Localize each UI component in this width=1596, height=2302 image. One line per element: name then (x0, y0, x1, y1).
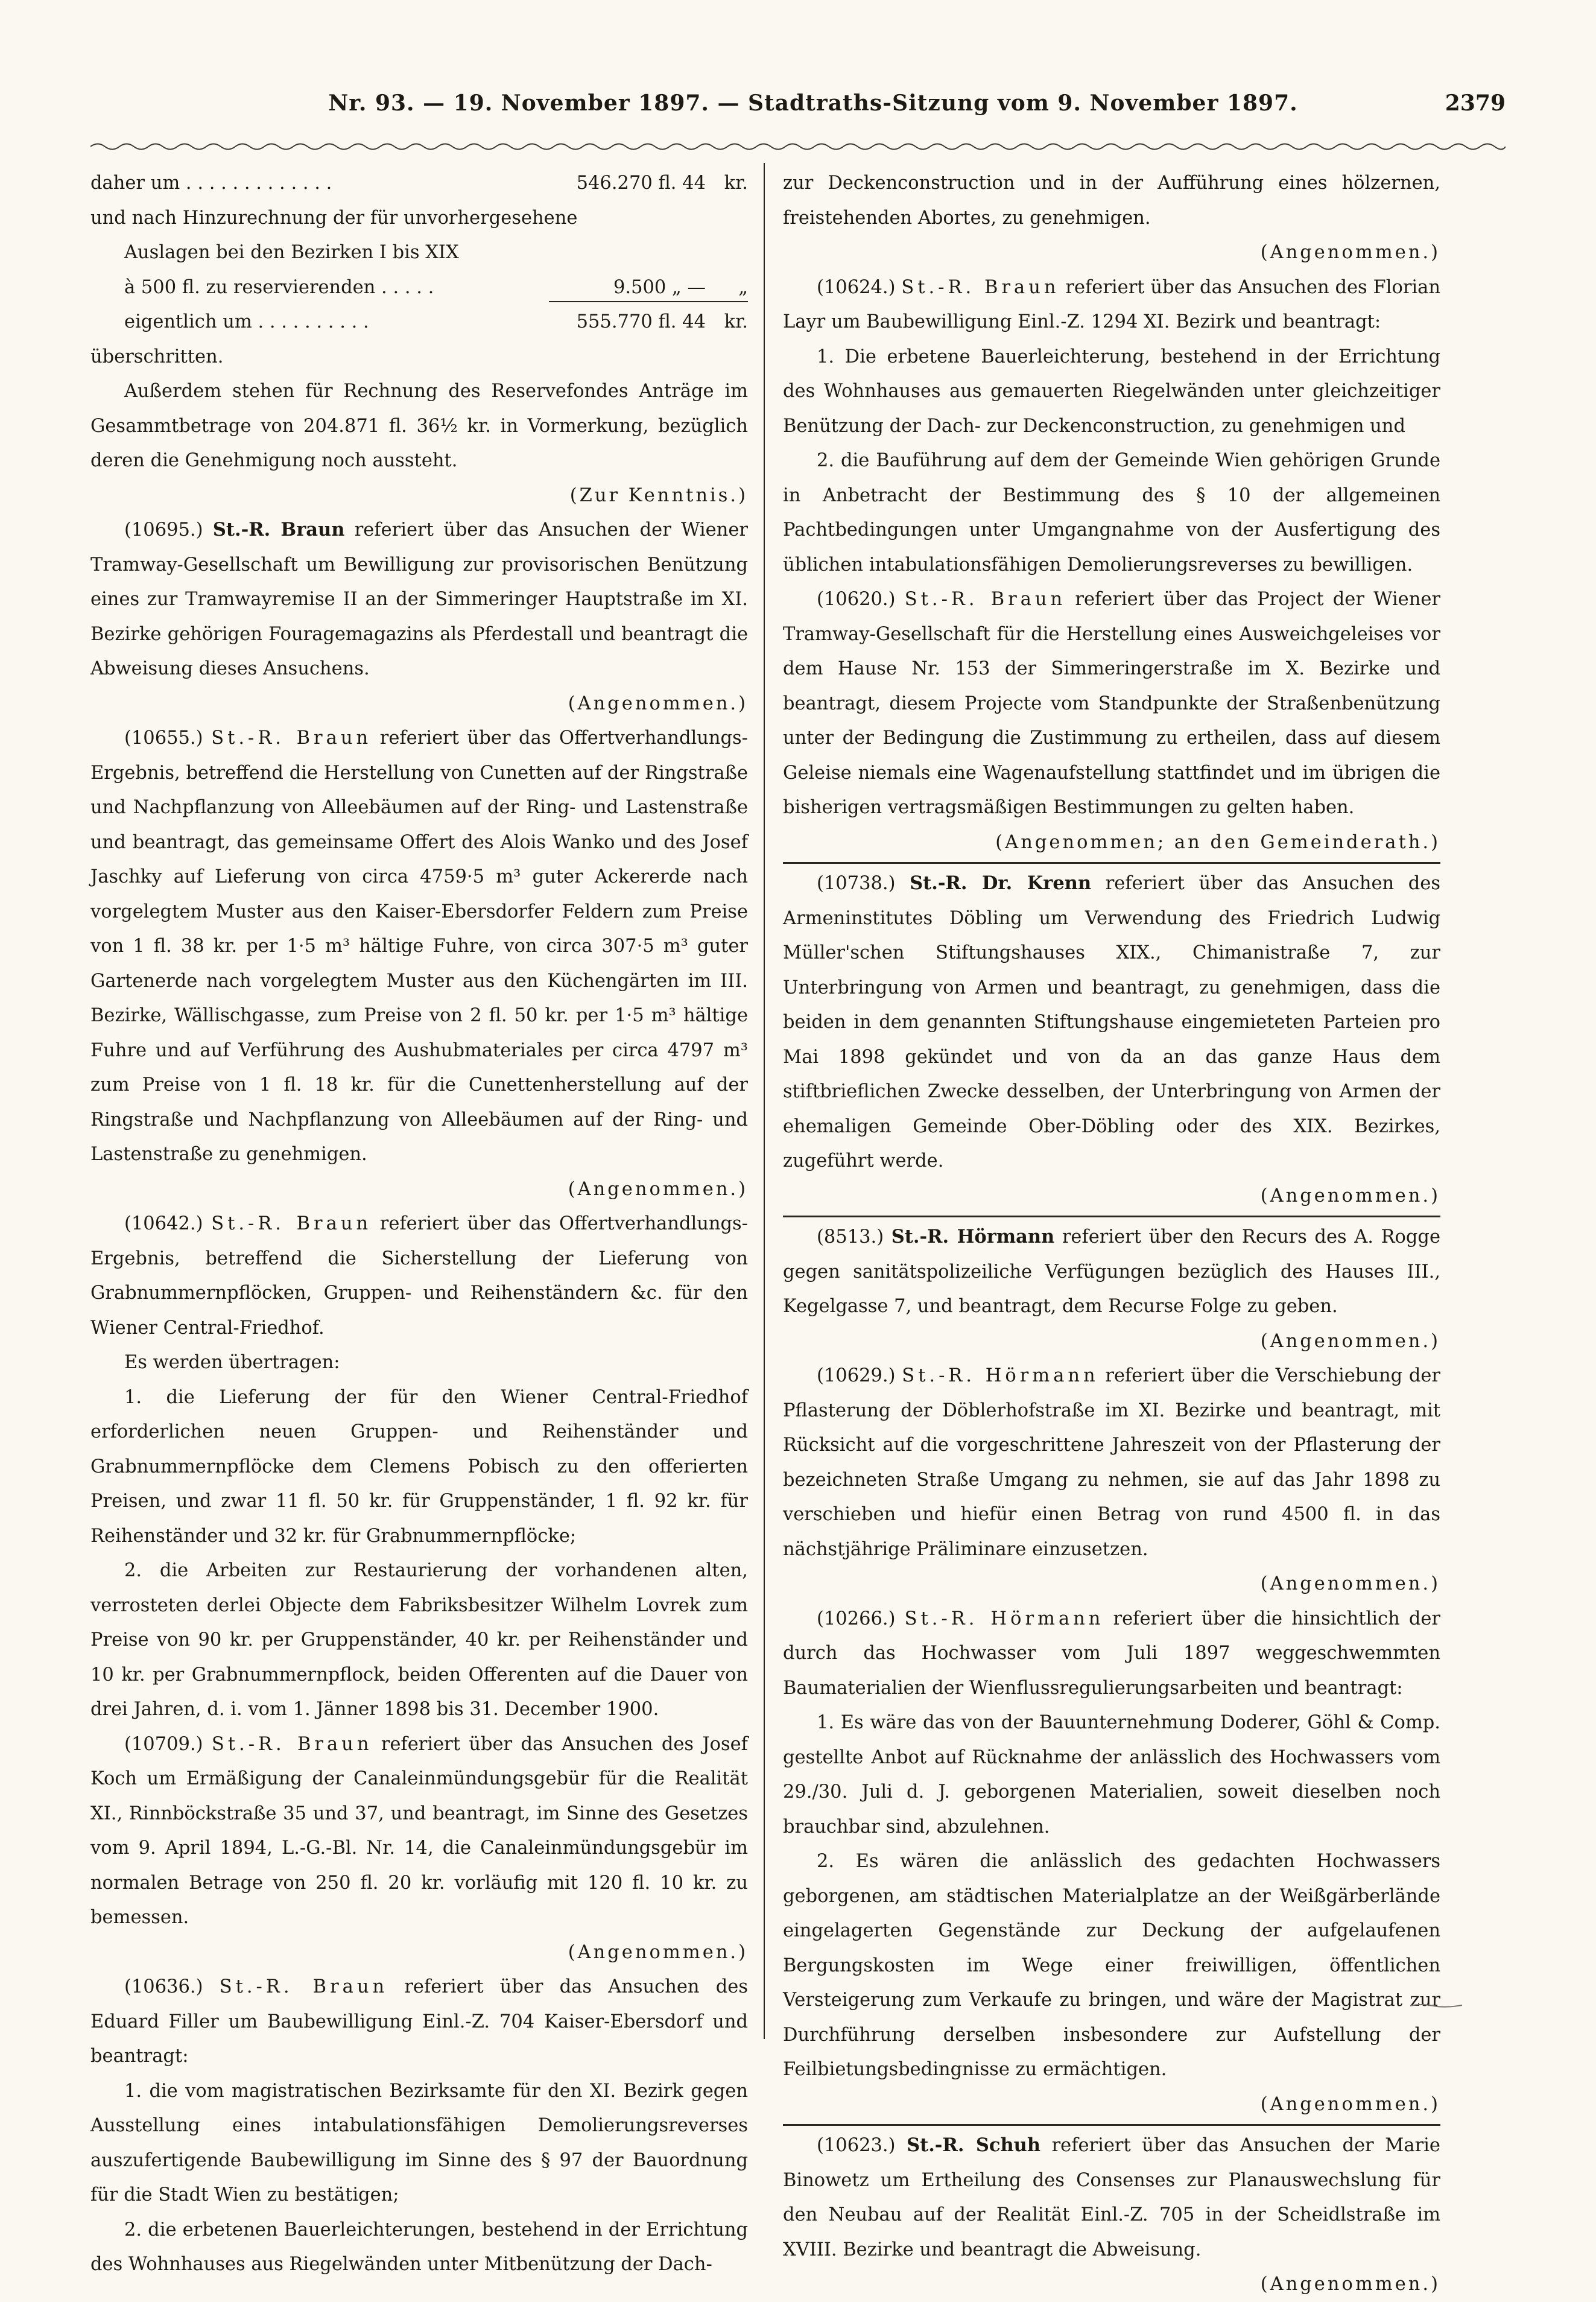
referent-name: St.-R. Braun (211, 1213, 372, 1234)
item-text: referiert über das Offertverhandlungs-Ergebnis, betreffend die Sicherstellung der Lieferung von Grabnummernpflöcken, Gruppen- und Reihenständern &c. für den Wiener Central-Friedhof. (90, 1213, 748, 1339)
item-number: (10266.) (817, 1608, 896, 1629)
item-number: (10623.) (817, 2135, 896, 2156)
page-number: 2379 (1445, 90, 1506, 116)
item-point-1: 1. Die erbetene Bauerleichterung, bestehend in der Errichtung des Wohnhauses aus gemauerten Riegelwänden unter gleichzeitiger Benützung der Dach- zur Deckenconstruction, zu genehmigen und (783, 346, 1440, 437)
item-text: referiert über das Offertverhandlungs-Ergebnis, betreffend die Herstellung von Cunetten auf der Ringstraße und Nachpflanzung von Alleebäumen auf der Ring- und Lastenstraße und beantragt, das gemeinsame Offert des Alois Wanko und des Josef Jaschky auf Lieferung von circa 4759·5 m³ guter Ackererde nach vorgelegtem Muster aus den Kaiser-Ebersdorfer Feldern zum Preise von 1 fl. 38 kr. per 1·5 m³ hältige Fuhre, von circa 307·5 m³ guter Gartenerde nach vorgelegtem Muster aus den Küchengärten im III. Bezirke, Wällischgasse, zum Preise von 2 fl. 50 kr. per 1·5 m³ hältige Fuhre und auf Verführung des Aushubmateriales per circa 4797 m³ zum Preise von 1 fl. 18 kr. für die Cunettenherstellung auf der Ringstraße und Nachpflanzung von Alleebäumen auf der Ring- und Lastenstraße zu genehmigen. (90, 728, 748, 1165)
item-text: referiert über das Ansuchen des Eduard Filler um Baubewilligung Einl.-Z. 704 Kaiser-Ebersdorf und beantragt: (90, 1976, 748, 2067)
item-point-1: 1. die vom magistratischen Bezirksamte für den XI. Bezirk gegen Ausstellung eines intabulationsfähigen Demolierungsreverses auszufertigende Baubewilligung im Sinne des § 97 der Bauordnung für die Stadt Wien zu bestätigen; (90, 2080, 748, 2205)
continued-text: zur Deckenconstruction und in der Aufführung eines hölzernen, freistehenden Abortes, zu genehmigen. (783, 173, 1440, 229)
sum-text-line: Auslagen bei den Bezirken I bis XIX (124, 242, 459, 263)
sum-unit: kr. (724, 311, 748, 332)
section-rule (783, 862, 1440, 864)
result-label: (Zur Kenntnis.) (569, 484, 748, 506)
item-10655 (90, 721, 748, 1172)
result-label: (Angenommen.) (1260, 1330, 1440, 1352)
referent-name: St.-R. Braun (212, 519, 345, 541)
item-number: (8513.) (817, 1226, 884, 1248)
item-number: (10709.) (124, 1733, 203, 1755)
referent-name: St.-R. Braun (211, 1733, 373, 1755)
referent-name: St.-R. Schuh (907, 2134, 1041, 2156)
item-10636 (90, 1970, 748, 2074)
left-column (90, 166, 748, 2282)
item-number: (10655.) (124, 728, 203, 749)
ink-mark-decoration (1409, 2003, 1463, 2008)
item-number: (10620.) (817, 589, 896, 610)
referent-name: St.-R. Dr. Krenn (910, 872, 1092, 894)
item-text: referiert über das Ansuchen der Marie Binowetz um Ertheilung des Consenses zur Planauswechslung für den Neubau auf der Realität Einl.-Z. 705 in der Scheidlstraße im XVIII. Bezirke und beantragt die Abweisung. (783, 2135, 1440, 2260)
item-text: referiert über das Project der Wiener Tramway-Gesellschaft für die Herstellung eines Ausweichgeleises vor dem Hause Nr. 153 der Simmeringerstraße im X. Bezirke und beantragt, diesem Projecte vom Standpunkte der Straßenbenützung unter der Bedingung die Zustimmung zu ertheilen, dass auf diesem Geleise niemals eine Wagenaufstellung stattfindet und im übrigen die bisherigen vertragsmäßigen Bestimmungen zu gelten haben. (783, 589, 1440, 818)
sum-amount: 546.270 fl. 44 (576, 173, 706, 194)
item-point-1: 1. Es wäre das von der Bauunternehmung Doderer, Göhl & Comp. gestellte Anbot auf Rücknahme der anlässlich des Hochwassers vom 29./30. Juli d. J. geborgenen Materialien, soweit dieselben noch brauchbar sind, abzulehnen. (783, 1712, 1440, 1837)
sum-unit: „ (738, 276, 748, 298)
sum-label: daher um . . . . . . . . . . . . . (90, 173, 332, 194)
section-rule (783, 2124, 1440, 2126)
item-10624 (783, 270, 1440, 340)
referent-name: St.-R. Braun (219, 1976, 388, 1997)
item-text: referiert über die hinsichtlich der durch das Hochwasser vom Juli 1897 weggeschwemmten Baumaterialien der Wienflussregulierungsarbeiten und beantragt: (783, 1608, 1440, 1699)
right-column (783, 166, 1440, 2302)
item-text: referiert über den Recurs des A. Rogge gegen sanitätspolizeiliche Verfügungen bezüglich des Hauses III., Kegelgasse 7, und beantragt, dem Recurse Folge zu geben. (783, 1226, 1440, 1317)
referent-name: St.-R. Hörmann (891, 1226, 1055, 1248)
item-number: (10642.) (124, 1213, 203, 1234)
page-header (90, 90, 1506, 133)
sum-row-1 (90, 166, 748, 201)
header-ornamental-rule (90, 140, 1506, 153)
result-label: (Angenommen.) (1260, 1573, 1440, 1594)
item-point-1: 1. die Lieferung der für den Wiener Central-Friedhof erforderlichen neuen Gruppen- und Reihenständer und Grabnummernpflöcke dem Clemens Pobisch zu den offerierten Preisen, und zwar 11 fl. 50 kr. für Gruppenständer, 1 fl. 92 kr. für Reihenständer und 32 kr. für Grabnummernpflöcke; (90, 1386, 748, 1547)
item-number: (10738.) (817, 873, 896, 894)
item-text: referiert über das Ansuchen des Josef Koch um Ermäßigung der Canaleinmündungsgebür für die Realität XI., Rinnböckstraße 35 und 37, und beantragt, im Sinne des Gesetzes vom 9. April 1894, L.-G.-Bl. Nr. 14, die Canaleinmündungsgebür im normalen Betrage von 250 fl. 20 kr. vorläufig mit 120 fl. 10 kr. zu bemessen. (90, 1733, 748, 1928)
sum-row-3 (90, 305, 748, 340)
item-number: (10624.) (817, 276, 896, 298)
result-label: (Angenommen; an den Gemeinderath.) (995, 831, 1440, 853)
column-divider (764, 163, 765, 2039)
item-point-2: 2. die Bauführung auf dem der Gemeinde Wien gehörigen Grunde in Anbetracht der Bestimmung des § 10 der allgemeinen Pachtbedingungen unter Umgangnahme von der Ausfertigung des üblichen intabulationsfähigen Demolierungsreverses zu bewilligen. (783, 450, 1440, 576)
item-10709 (90, 1727, 748, 1935)
sum-unit: kr. (724, 173, 748, 194)
result-label: (Angenommen.) (1260, 1185, 1440, 1206)
result-label: (Angenommen.) (568, 693, 748, 714)
item-text: referiert über das Ansuchen des Armeninstitutes Döbling um Verwendung des Friedrich Ludwig Müller'schen Stiftungshauses XIX., Chimanistraße 7, zur Unterbringung von Armen und beantragt, zu genehmigen, dass die beiden in dem genannten Stiftungshause eingemieteten Parteien pro Mai 1898 gekündet und von da an das ganze Haus dem stiftbrieflichen Zwecke desselben, der Unterbringung von Armen der ehemaligen Gemeinde Ober-Döbling oder des XIX. Bezirkes, zugeführt werde. (783, 873, 1440, 1172)
section-rule (783, 1216, 1440, 1217)
result-label: (Angenommen.) (568, 1941, 748, 1963)
item-10642 (90, 1206, 748, 1345)
referent-name: St.-R. Braun (901, 276, 1060, 298)
item-8513 (783, 1220, 1440, 1324)
item-text: referiert über die Verschiebung der Pflasterung der Döblerhofstraße im XI. Bezirke und beantragt, mit Rücksicht auf die vorgeschrittene Jahreszeit von der Pflasterung der bezeichneten Straße Umgang zu nehmen, sie auf das Jahr 1898 zu verschieben und hiefür einen Betrag von rund 4500 fl. in das nächstjährige Präliminare einzusetzen. (783, 1365, 1440, 1560)
item-number: (10636.) (124, 1976, 203, 1997)
referent-name: St.-R. Hörmann (904, 1608, 1104, 1629)
item-10695 (90, 513, 748, 686)
item-10620 (783, 582, 1440, 825)
header-title: Nr. 93. — 19. November 1897. — Stadtraths-Sitzung vom 9. November 1897. (328, 90, 1298, 116)
item-point-2: 2. die Arbeiten zur Restaurierung der vorhandenen alten, verrosteten derlei Objecte dem Fabriksbesitzer Wilhelm Lovrek zum Preise von 90 kr. per Gruppenständer, 40 kr. per Reihenständer und 10 kr. per Grabnummernpflock, beiden Offerenten auf die Dauer von drei Jahren, d. i. vom 1. Jänner 1898 bis 31. December 1900. (90, 1560, 748, 1720)
item-number: (10629.) (817, 1365, 896, 1386)
item-10623 (783, 2128, 1440, 2267)
referent-name: St.-R. Braun (904, 589, 1066, 610)
sum-row-2 (90, 270, 748, 305)
sum-end: überschritten. (90, 346, 224, 367)
sum-amount: 9.500 „ — (613, 276, 706, 298)
result-label: (Angenommen.) (1260, 2093, 1440, 2115)
referent-name: St.-R. Braun (211, 728, 372, 749)
item-intro: Es werden übertragen: (124, 1352, 340, 1373)
sum-label: eigentlich um . . . . . . . . . . (124, 311, 369, 332)
paragraph-reserve: Außerdem stehen für Rechnung des Reservefondes Anträge im Gesammtbetrage von 204.871 fl. 36½ kr. in Vormerkung, bezüglich deren die Genehmigung noch aussteht. (90, 381, 748, 471)
referent-name: St.-R. Hörmann (902, 1365, 1099, 1386)
item-point-2: 2. Es wären die anlässlich des gedachten Hochwassers geborgenen, am städtischen Materialplatze an der Weißgärberlände eingelagerten Gegenstände zur Deckung der aufgelaufenen Bergungskosten im Wege einer freiwilligen, öffentlichen Versteigerung zum Verkaufe zu bringen, und wäre der Magistrat zur Durchführung derselben insbesondere zur Aufstellung der Feilbietungsbedingnisse zu ermächtigen. (783, 1851, 1440, 2080)
item-text: referiert über das Ansuchen des Florian Layr um Baubewilligung Einl.-Z. 1294 XI. Bezirk und beantragt: (783, 276, 1440, 332)
item-10629 (783, 1359, 1440, 1567)
result-label: (Angenommen.) (568, 1178, 748, 1200)
item-10266 (783, 1602, 1440, 1706)
result-label: (Angenommen.) (1260, 2274, 1440, 2295)
result-label: (Angenommen.) (1260, 242, 1440, 263)
item-10738 (783, 866, 1440, 1179)
item-text: referiert über das Ansuchen der Wiener Tramway-Gesellschaft um Bewilligung zur provisorischen Benützung eines zur Tramwayremise II an der Simmeringer Hauptstraße im XI. Bezirke gehörigen Fouragemagazins als Pferdestall und beantragt die Abweisung dieses Ansuchens. (90, 519, 748, 679)
item-number: (10695.) (124, 519, 203, 541)
sum-amount: 555.770 fl. 44 (576, 311, 706, 332)
sum-text-line: und nach Hinzurechnung der für unvorhergesehene (90, 207, 578, 229)
item-point-2: 2. die erbetenen Bauerleichterungen, bestehend in der Errichtung des Wohnhauses aus Riegelwänden unter Mitbenützung der Dach- (90, 2219, 748, 2275)
sum-label: à 500 fl. zu reservierenden . . . . . (124, 276, 434, 298)
